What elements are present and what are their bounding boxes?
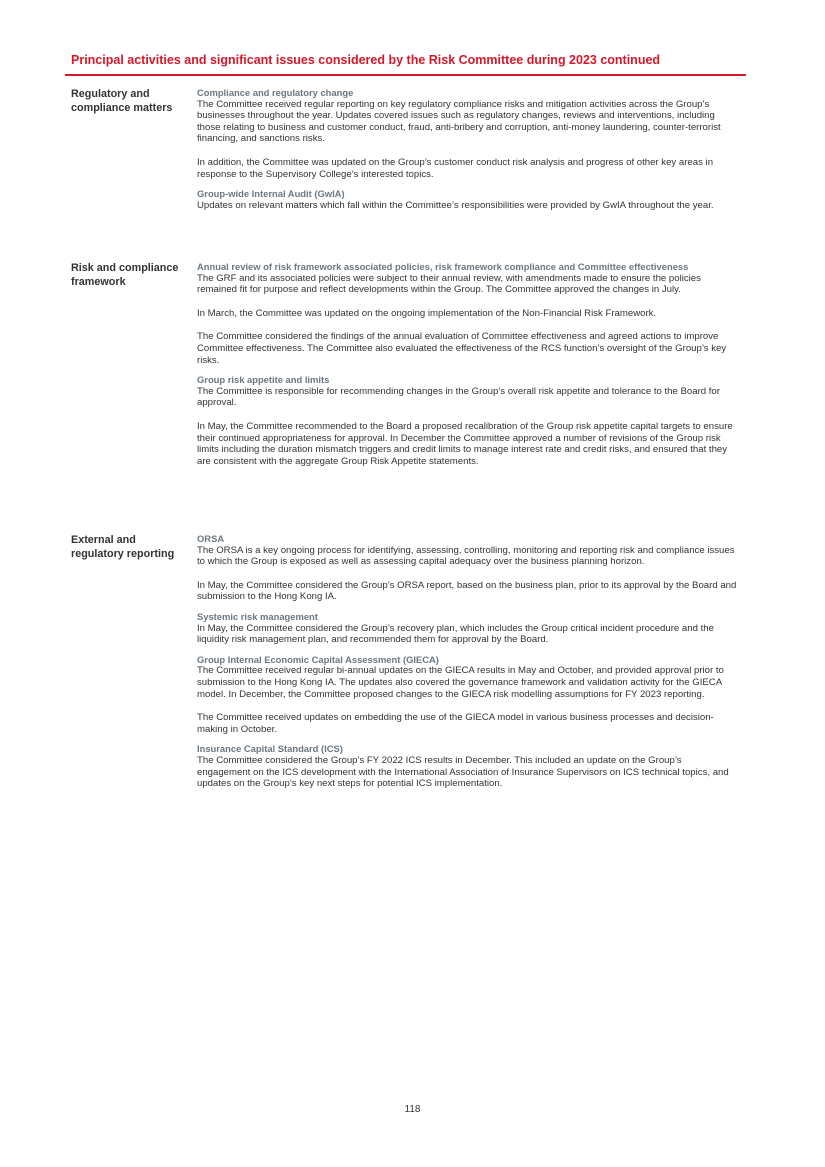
section-external-reporting bbox=[71, 533, 751, 790]
topic-block bbox=[197, 261, 737, 366]
section-regulatory-compliance bbox=[71, 87, 751, 211]
paragraph: The Committee received regular reporting on key regulatory compliance risks and mitigation activities across the Group’s businesses throughout the year. Updates covered issues such as regulatory changes, reviews and interventions, including those relating to business and customer conduct, fraud, anti-bribery and corruption, anti-money laundering, counter-terrorist financing, and sanctions risks. bbox=[197, 98, 721, 145]
paragraph: The Committee considered the Group’s FY 2022 ICS results in December. This included an update on the Group’s engagement on the ICS development with the International Association of Insurance Supervisors on ICS technical topics, and updates on the Group’s key next steps for potential ICS implementation. bbox=[197, 754, 729, 790]
title-divider bbox=[65, 74, 746, 76]
paragraph: The GRF and its associated policies were subject to their annual review, with amendments made to ensure the policies remained fit for purpose and reflect developments within the Group. The Committee approved the changes in July. bbox=[197, 272, 701, 296]
topic-heading: Group-wide Internal Audit (GwIA) bbox=[197, 188, 345, 200]
paragraph: In addition, the Committee was updated on the Group’s customer conduct risk analysis and progress of other key areas in response to the Supervisory College’s interested topics. bbox=[197, 156, 714, 180]
topic-heading: Compliance and regulatory change bbox=[197, 87, 354, 98]
topic-heading: Annual review of risk framework associated policies, risk framework compliance and Committee effectiveness bbox=[197, 261, 689, 272]
topic-heading: Group risk appetite and limits bbox=[197, 374, 330, 386]
topic-heading: Systemic risk management bbox=[197, 610, 318, 622]
paragraph: The Committee received regular bi-annual updates on the GIECA results in May and October, and provided approval prior to submission to the Hong Kong IA. The updates also covered the governance framework and validation activity for the GIECA model. In December, the Committee proposed changes to the GIECA risk modelling assumptions for FY 2023 reporting. bbox=[197, 665, 724, 700]
topic-heading: Insurance Capital Standard (ICS) bbox=[197, 743, 343, 755]
topic-heading: ORSA bbox=[197, 533, 225, 544]
paragraph: In May, the Committee considered the Group’s recovery plan, which includes the Group critical incident procedure and the liquidity risk management plan, and recommended them for approval by the Board. bbox=[197, 622, 714, 646]
paragraph: The ORSA is a key ongoing process for identifying, assessing, controlling, monitoring and reporting risk and compliance issues to which the Group is exposed as well as assessing capital adequacy over the business planning horizon. bbox=[197, 544, 735, 568]
paragraph: The Committee is responsible for recommending changes in the Group’s overall risk appetite and tolerance to the Board for approval. bbox=[197, 385, 720, 409]
section-category: External and regulatory reporting bbox=[71, 534, 175, 561]
topic-heading: Group Internal Economic Capital Assessment (GIECA) bbox=[197, 653, 439, 665]
paragraph: Updates on relevant matters which fall within the Committee’s responsibilities were provided by GwIA throughout the year. bbox=[197, 199, 714, 211]
page-number: 118 bbox=[404, 1104, 421, 1115]
page-title: Principal activities and significant issues considered by the Risk Committee during 2023 continued bbox=[71, 53, 661, 67]
section-content bbox=[197, 533, 737, 790]
topic-block bbox=[197, 611, 737, 646]
section-content bbox=[197, 87, 737, 211]
topic-block bbox=[197, 374, 737, 467]
section-risk-framework bbox=[71, 261, 751, 467]
section-content bbox=[197, 261, 737, 467]
topic-block bbox=[197, 87, 737, 180]
topic-block bbox=[197, 188, 737, 211]
section-category: Regulatory and compliance matters bbox=[71, 88, 173, 115]
paragraph: In May, the Committee considered the Group’s ORSA report, based on the business plan, prior to its approval by the Board and submission to the Hong Kong IA. bbox=[197, 579, 737, 603]
topic-block bbox=[197, 743, 737, 789]
topic-block bbox=[197, 533, 737, 603]
paragraph: The Committee received updates on embedding the use of the GIECA model in various business processes and decision-making in October. bbox=[197, 712, 714, 735]
paragraph: In March, the Committee was updated on the ongoing implementation of the Non-Financial Risk Framework. bbox=[197, 307, 657, 319]
paragraph: In May, the Committee recommended to the Board a proposed recalibration of the Group risk appetite capital targets to ensure their continued appropriateness for approval. In December the Committee approved a number of revisions of the Group risk limits including the duration mismatch triggers and credit limits to manage interest rate and credit risks, and ensured that they are consistent with the aggregate Group Risk Appetite statements. bbox=[197, 420, 733, 467]
topic-block bbox=[197, 654, 737, 736]
section-category: Risk and compliance framework bbox=[71, 262, 179, 289]
paragraph: The Committee considered the findings of the annual evaluation of Committee effectiveness and agreed actions to improve Committee effectiveness. The Committee also evaluated the effectiveness of the RCS function’s oversight of the Group’s key risks. bbox=[197, 331, 727, 366]
